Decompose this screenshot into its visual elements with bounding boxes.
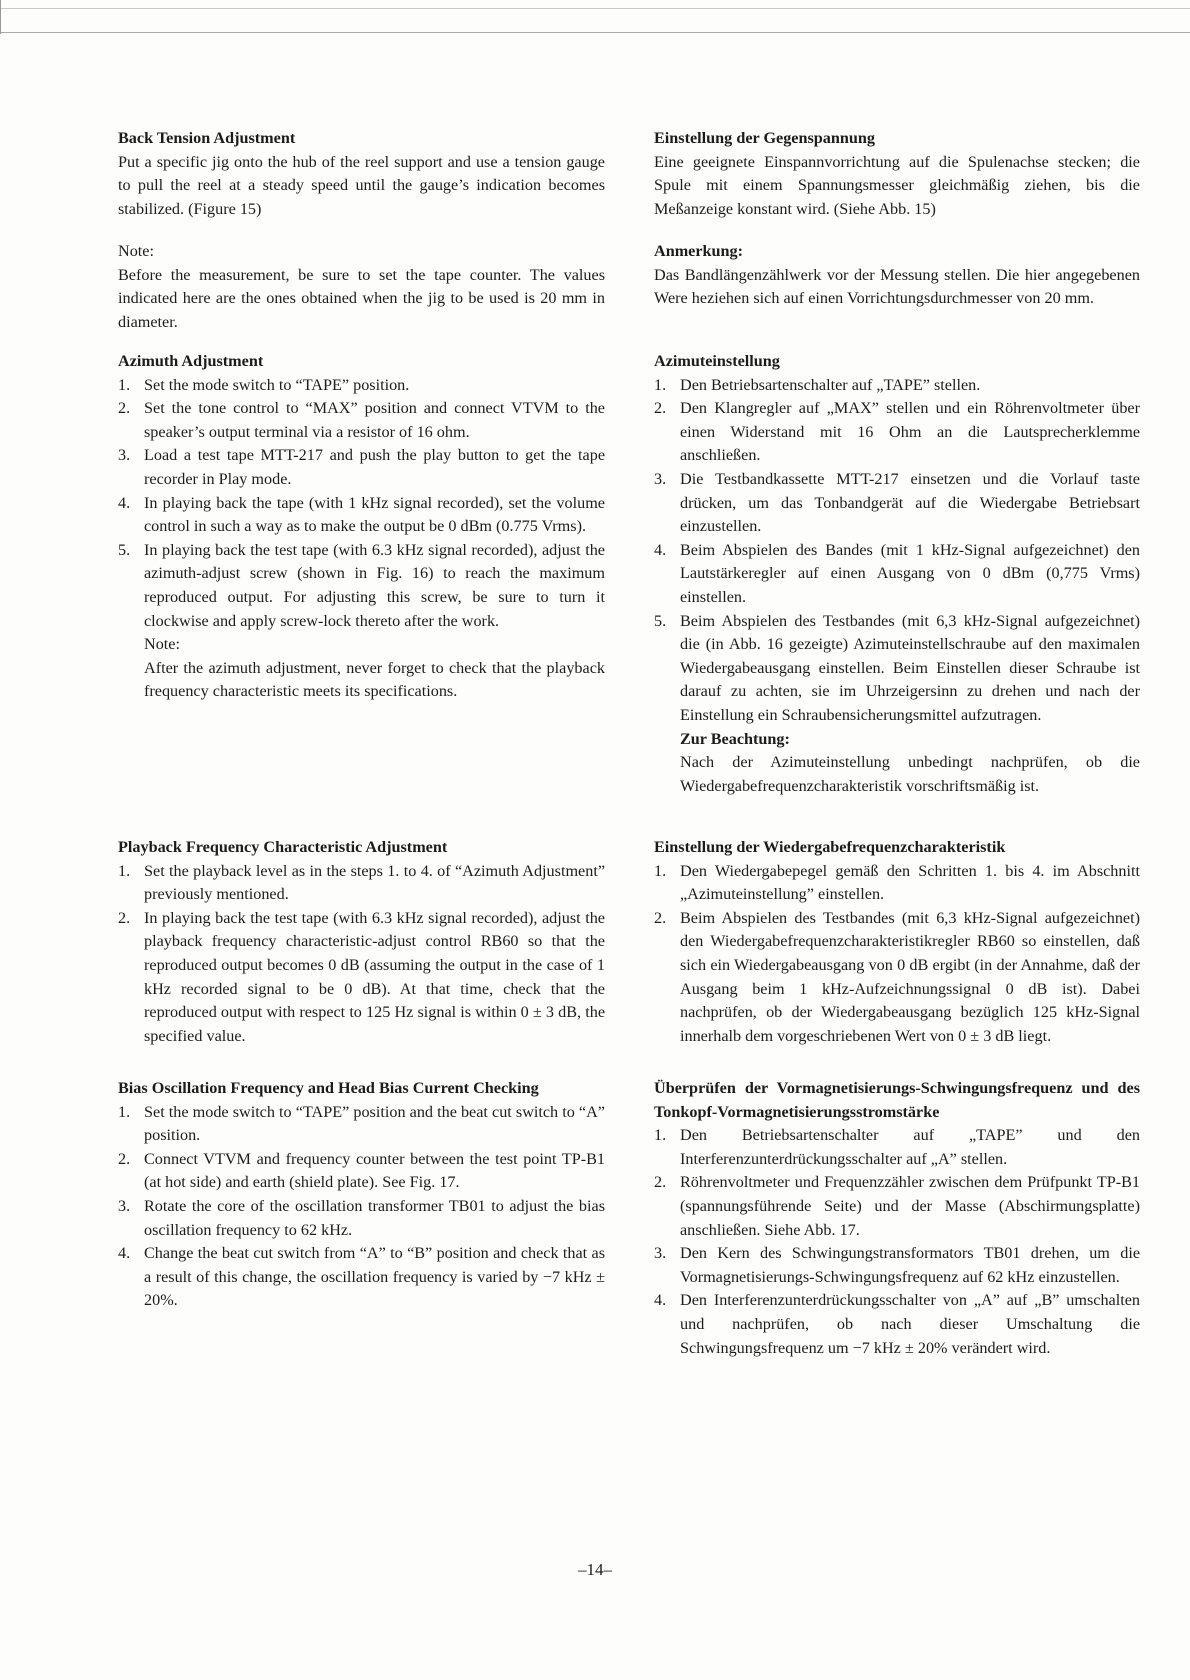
azimuth-steps	[654, 374, 1140, 799]
section-title: Bias Oscillation Frequency and Head Bias Current Checking	[118, 1079, 539, 1097]
list-item: 2. Röhrenvoltmeter und Frequenzzähler zwischen dem Prüfpunkt TP-B1 (spannungsführende Seite) und der Masse (Abschirmungsplatte) anschließen. Siehe Abb. 17.	[654, 1173, 1140, 1239]
azimuth-steps	[118, 374, 605, 704]
playback-steps	[654, 860, 1140, 1049]
section-note	[654, 240, 1140, 350]
bias-steps	[118, 1101, 605, 1313]
list-item: 2. In playing back the test tape (with 6.3 kHz signal recorded), adjust the playback frequency characteristic-adjust control RB60 so that the reproduced output becomes 0 dB (assuming the output in the case of 1 kHz recorded signal to be 0 dB). At that time, check that the reproduced output with respect to 125 Hz signal is within 0 ± 3 dB, the specified value.	[118, 908, 605, 1045]
azimuth-note-title: Note:	[144, 635, 180, 654]
list-item: 5. Beim Abspielen des Testbandes (mit 6,3 kHz-Signal aufgezeichnet) die (in Abb. 16 gezeigte) Azimuteinstellschraube auf den maximalen Wiedergabeausgang einstellen. Beim Einstellen dieser Schraube ist darauf zu achten, sie im Uhrzeigersinn zu drehen und nach der Einstellung ein Schraubensicherungsmittel aufzutragen. Zur Beachtung: Nach der Azimuteinstellung unbedingt nachprüfen, ob die Wiedergabefrequenzcharakteristik vorschriftsmäßig ist.	[654, 610, 1140, 799]
list-item: 1. Den Wiedergabepegel gemäß den Schritten 1. bis 4. im Abschnitt „Azimuteinstellung” einstellen.	[654, 861, 1140, 904]
azimuth-note-title: Zur Beachtung:	[680, 729, 790, 748]
section-note	[118, 240, 605, 350]
list-item: 3. Die Testbandkassette MTT-217 einsetzen und die Vorlauf taste drücken, um das Tonbandgerät auf die Wiedergabe Betriebsart einzustellen.	[654, 469, 1140, 536]
bias-steps	[654, 1124, 1140, 1360]
list-item: 4. Change the beat cut switch from “A” to “B” position and check that as a result of this change, the oscillation frequency is varied by −7 kHz ± 20%.	[118, 1244, 605, 1310]
section-back-tension	[118, 127, 605, 240]
list-item: 2. Connect VTVM and frequency counter between the test point TP-B1 (at hot side) and earth (shield plate). See Fig. 17.	[118, 1149, 605, 1192]
top-rule-lower	[0, 32, 1190, 33]
section-bias	[118, 1077, 605, 1313]
german-column	[654, 127, 1140, 1360]
top-rule-upper	[0, 8, 1190, 9]
azimuth-note-body: After the azimuth adjustment, never forget to check that the playback frequency characteristic meets its specifications.	[144, 658, 605, 701]
list-item: 4. Beim Abspielen des Bandes (mit 1 kHz-Signal aufgezeichnet) den Lautstärkeregler auf einen Ausgang von 0 dBm (0,775 Vrms) einstellen.	[654, 540, 1140, 606]
list-item: 2. Den Klangregler auf „MAX” stellen und ein Röhrenvoltmeter über einen Widerstand mit 16 Ohm an die Lautsprecherklemme anschließen.	[654, 399, 1140, 465]
list-item: 1. Den Betriebsartenschalter auf „TAPE” stellen.	[654, 375, 981, 394]
note-title: Note:	[118, 242, 154, 260]
list-item: 3. Den Kern des Schwingungstransformators TB01 drehen, um die Vormagnetisierungs-Schwingungsfrequenz auf 62 kHz einzustellen.	[654, 1244, 1140, 1286]
section-title: Überprüfen der Vormagnetisierungs-Schwingungsfrequenz und des Tonkopf-Vormagnetisierungsstromstärke	[654, 1079, 1140, 1121]
section-bias	[654, 1077, 1140, 1360]
playback-steps	[118, 860, 605, 1049]
list-item: 1. Set the mode switch to “TAPE” position and the beat cut switch to “A” position.	[118, 1102, 605, 1145]
list-item: 4. Den Interferenzunterdrückungsschalter von „A” auf „B” umschalten und nachprüfen, ob nach dieser Umschaltung die Schwingungsfrequenz um −7 kHz ± 20% verändert wird.	[654, 1291, 1140, 1357]
section-back-tension	[654, 127, 1140, 240]
list-item: 2. Beim Abspielen des Testbandes (mit 6,3 kHz-Signal aufgezeichnet) den Wiedergabefrequenzcharakteristikregler RB60 so einstellen, daß sich ein Wiedergabeausgang von 0 dB ergibt (in der Annahme, daß der Ausgang beim 1 kHz-Aufzeichnungssignal 0 dB ist). Dabei nachprüfen, ob der Wiedergabeausgang bezüglich 125 kHz-Signal innerhalb dem vorgeschriebenen Wert von 0 ± 3 dB liegt.	[654, 908, 1140, 1045]
note-title: Anmerkung:	[654, 242, 744, 260]
list-item: 4. In playing back the tape (with 1 kHz signal recorded), set the volume control in such a way as to make the output be 0 dBm (0.775 Vrms).	[118, 493, 605, 536]
azimuth-note-body: Nach der Azimuteinstellung unbedingt nachprüfen, ob die Wiedergabefrequenzcharakteristik vorschriftsmäßig ist.	[680, 753, 1140, 795]
list-item: 5. In playing back the test tape (with 6.3 kHz signal recorded), adjust the azimuth-adjust screw (shown in Fig. 16) to reach the maximum reproduced output. For adjusting this screw, be sure to turn it clockwise and apply screw-lock thereto after the work. Note: After the azimuth adjustment, never forget to check that the playback frequency characteristic meets its specifications.	[118, 539, 605, 704]
top-edge-mark	[0, 0, 1, 34]
section-body: Put a specific jig onto the hub of the reel support and use a tension gauge to pull the reel at a steady speed until the gauge’s indication becomes stabilized. (Figure 15)	[118, 152, 605, 218]
list-item: 3. Load a test tape MTT-217 and push the play button to get the tape recorder in Play mode.	[118, 446, 605, 488]
section-title: Azimuth Adjustment	[118, 352, 264, 370]
page-number: –14–	[578, 1560, 612, 1579]
section-playback	[654, 836, 1140, 1077]
section-title: Einstellung der Gegenspannung	[654, 129, 875, 147]
section-body: Eine geeignete Einspannvorrichtung auf die Spulenachse stecken; die Spule mit einem Spannungsmesser gleichmäßig ziehen, bis die Meßanzeige konstant wird. (Siehe Abb. 15)	[654, 152, 1140, 218]
section-title: Playback Frequency Characteristic Adjustment	[118, 838, 448, 856]
section-title: Einstellung der Wiedergabefrequenzcharakteristik	[654, 838, 1006, 856]
list-item: 2. Set the tone control to “MAX” position and connect VTVM to the speaker’s output terminal via a resistor of 16 ohm.	[118, 399, 605, 441]
note-body: Before the measurement, be sure to set the tape counter. The values indicated here are the ones obtained when the jig to be used is 20 mm in diameter.	[118, 265, 605, 331]
list-item: 1. Set the playback level as in the steps 1. to 4. of “Azimuth Adjustment” previously mentioned.	[118, 861, 605, 904]
list-item: 1. Den Betriebsartenschalter auf „TAPE” und den Interferenzunterdrückungsschalter auf „A” stellen.	[654, 1126, 1140, 1168]
section-azimuth	[118, 350, 605, 836]
section-playback	[118, 836, 605, 1077]
section-title: Back Tension Adjustment	[118, 129, 296, 147]
note-body: Das Bandlängenzählwerk vor der Messung stellen. Die hier angegebenen Were heziehen sich auf einen Vorrichtungsdurchmesser von 20 mm.	[654, 265, 1140, 308]
section-title: Azimuteinstellung	[654, 352, 780, 370]
list-item: 1. Set the mode switch to “TAPE” position.	[118, 375, 410, 394]
list-item: 3. Rotate the core of the oscillation transformer TB01 to adjust the bias oscillation frequency to 62 kHz.	[118, 1196, 605, 1239]
section-azimuth	[654, 350, 1140, 836]
english-column	[118, 127, 605, 1313]
